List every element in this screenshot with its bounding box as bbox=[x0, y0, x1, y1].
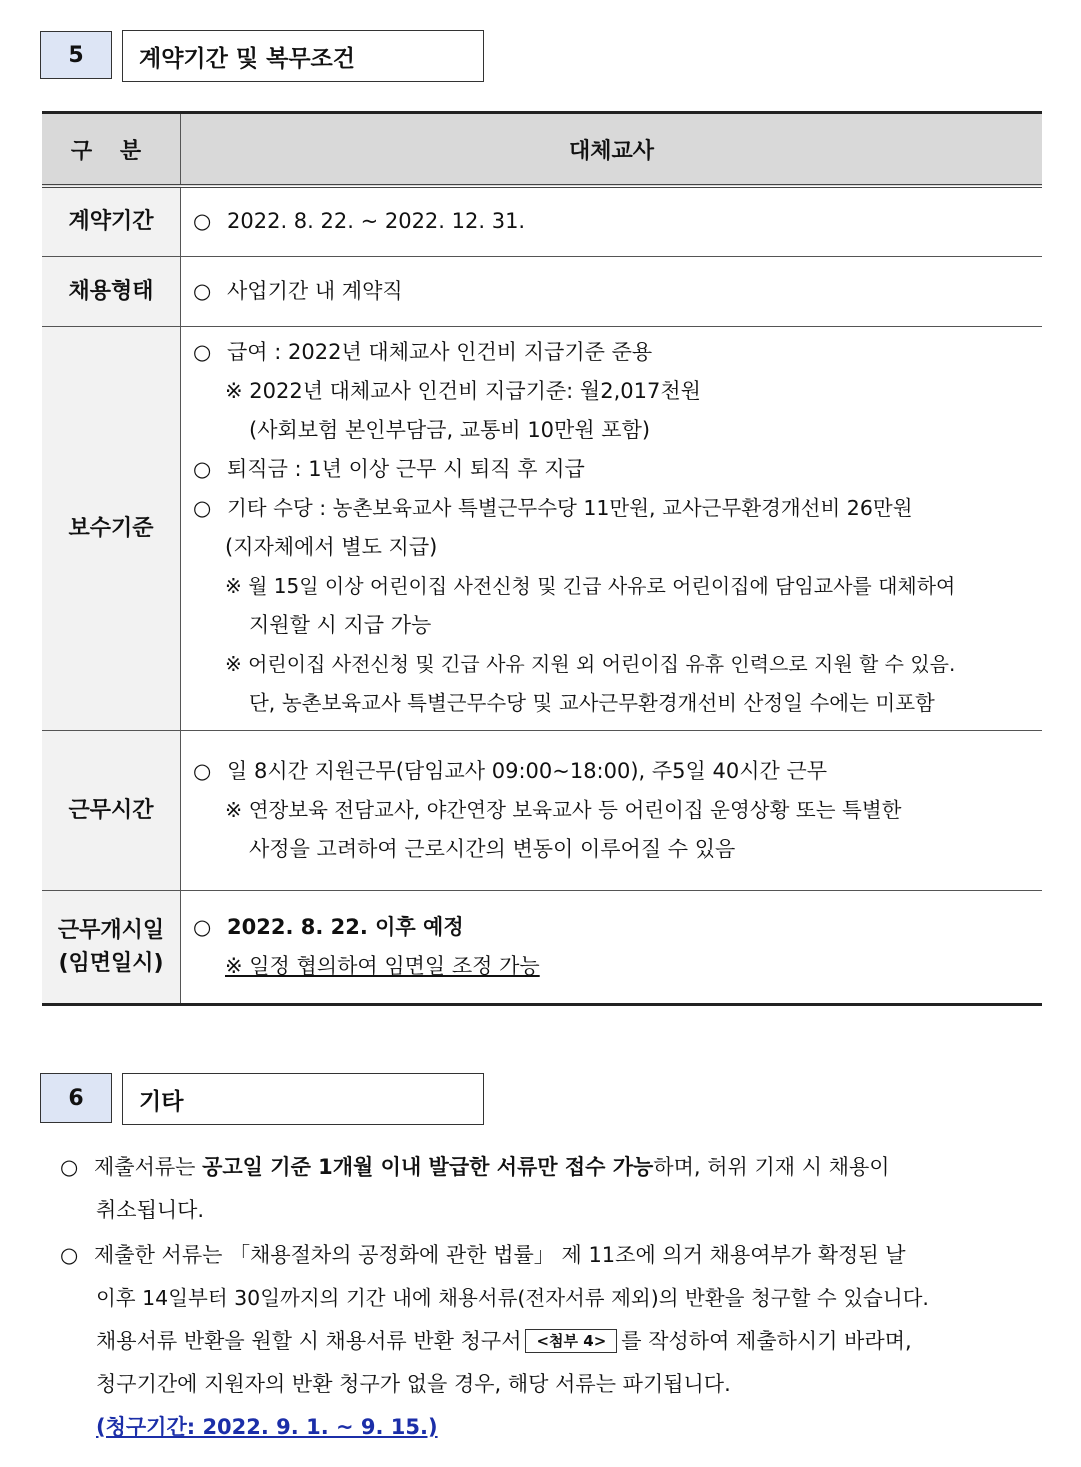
claim-period: (청구기간: 2022. 9. 1. ~ 9. 15.) bbox=[96, 1415, 438, 1439]
row-content-hours: ○ 일 8시간 지원근무(담임교사 09:00~18:00), 주5일 40시간 근무 ※ 연장보육 전담교사, 야간연장 보육교사 등 어린이집 운영상황 또는 특별한 사정을 고려하여 근로시간의 변동이 이루어질 수 있음 bbox=[181, 730, 1043, 890]
bullet-icon: ○ bbox=[193, 209, 212, 234]
bullet-icon: ○ bbox=[193, 758, 212, 783]
bullet-icon: ○ bbox=[60, 1243, 79, 1267]
table-row bbox=[42, 730, 1042, 890]
row-content-contract: ○ 2022. 8. 22. ~ 2022. 12. 31. bbox=[181, 186, 1043, 256]
note-paragraph-2: ○ 제출한 서류는 「채용절차의 공정화에 관한 법률」 제 11조에 의거 채용여부가 확정된 날 이후 14일부터 30일까지의 기간 내에 채용서류(전자서류 제외)의 반환을 청구할 수 있습니다. 채용서류 반환을 원할 시 채용서류 반환 청구서 <첨부 4> 를 작성하여 제출하시기 바라며, 청구기간에 지원자의 반환 청구가 없을 경우, 해당 서류는 파기됩니다. (청구기간: 2022. 9. 1. ~ 9. 15.) bbox=[60, 1234, 1045, 1449]
notes-block bbox=[60, 1146, 1045, 1449]
table-header-row bbox=[42, 113, 1042, 187]
table-row bbox=[42, 256, 1042, 326]
row-label-start: 근무개시일 (임면일시) bbox=[42, 890, 181, 1004]
row-content-pay: ○ 급여 : 2022년 대체교사 인건비 지급기준 준용 ※ 2022년 대체교사 인건비 지급기준: 월2,017천원 (사회보험 본인부담금, 교통비 10만원 포함) ○ 퇴직금 : 1년 이상 근무 시 퇴직 후 지급 ○ 기타 수당 : 농촌보육교사 특별근무수당 11만원, 교사근무환경개선비 26만원 (지자체에서 별도 지급) ※ 월 15일 이상 어린이집 사전신청 및 긴급 사유로 어린이집에 담임교사를 대체하여 지원할 시 지급 가능 ※ 어린이집 사전신청 및 긴급 사유 지원 외 어린이집 유휴 인력으로 지원 할 수 있음. 단, 농촌보육교사 특별근무수당 및 교사근무환경개선비 산정일 수에는 미포함 bbox=[181, 326, 1043, 730]
schedule-note: ※ 일정 협의하여 임면일 조정 가능 bbox=[225, 953, 540, 978]
bullet-icon: ○ bbox=[60, 1155, 79, 1179]
note-paragraph-1: ○ 제출서류는 공고일 기준 1개월 이내 발급한 서류만 접수 가능하며, 허위 기재 시 채용이 취소됩니다. bbox=[60, 1146, 1045, 1232]
table-row bbox=[42, 326, 1042, 730]
bullet-icon: ○ bbox=[193, 457, 212, 481]
bullet-icon: ○ bbox=[193, 496, 212, 520]
bullet-icon: ○ bbox=[193, 914, 212, 939]
row-label-hours: 근무시간 bbox=[42, 730, 181, 890]
row-label-pay: 보수기준 bbox=[42, 326, 181, 730]
row-content-employment: ○ 사업기간 내 계약직 bbox=[181, 256, 1043, 326]
row-content-start: ○ 2022. 8. 22. 이후 예정 ※ 일정 협의하여 임면일 조정 가능 bbox=[181, 890, 1043, 1004]
table-row bbox=[42, 890, 1042, 1004]
section-number: 5 bbox=[40, 31, 112, 79]
section-title: 계약기간 및 복무조건 bbox=[122, 30, 484, 82]
attachment-tag: <첨부 4> bbox=[525, 1329, 617, 1353]
header-category: 구 분 bbox=[42, 113, 181, 187]
contract-conditions-table bbox=[42, 111, 1042, 1006]
row-label-contract: 계약기간 bbox=[42, 186, 181, 256]
bullet-icon: ○ bbox=[193, 278, 212, 303]
row-label-employment: 채용형태 bbox=[42, 256, 181, 326]
header-column: 대체교사 bbox=[181, 113, 1043, 187]
bullet-icon: ○ bbox=[193, 340, 212, 364]
section-title: 기타 bbox=[122, 1073, 484, 1125]
table-row bbox=[42, 186, 1042, 256]
section-number: 6 bbox=[40, 1073, 112, 1123]
